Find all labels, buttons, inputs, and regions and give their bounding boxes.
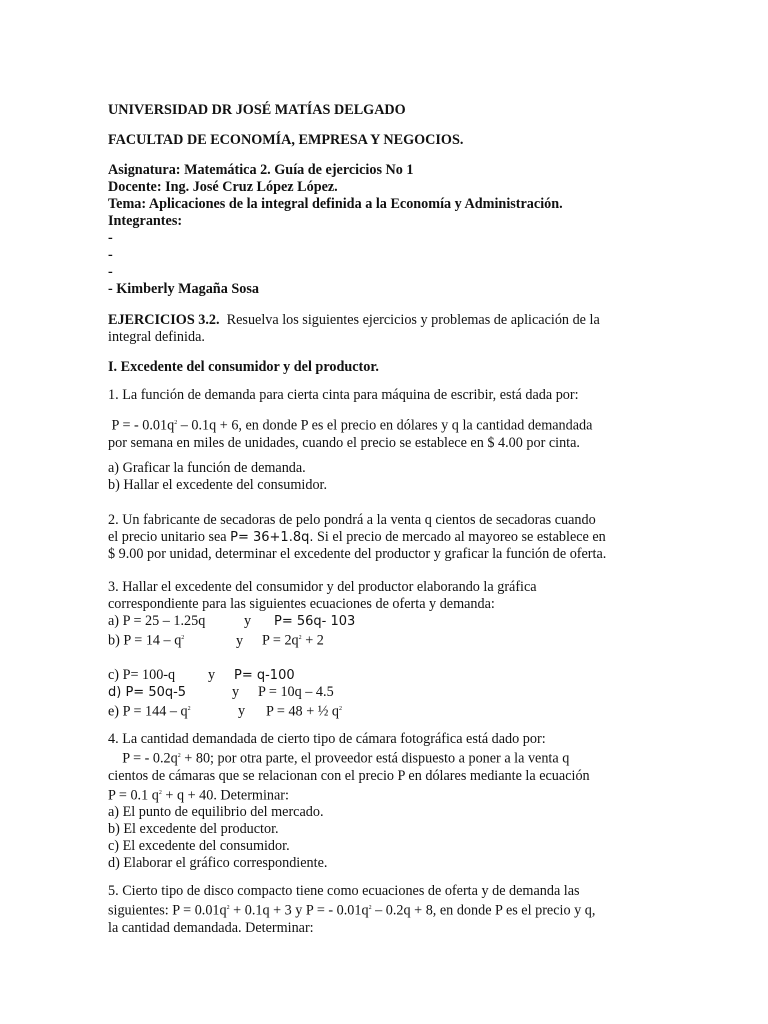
teacher-line: Docente: Ing. José Cruz López López.: [108, 179, 338, 195]
member-item: - Kimberly Magaña Sosa: [108, 281, 259, 297]
member-item: -: [108, 230, 113, 246]
exercise-3: 3. Hallar el excedente del consumidor y del productor elaborando la gráfica correspondiente para las siguientes ecuaciones de oferta y demanda: a) P = 25 – 1.25q y P= 56q- 103 b) $P = 14 - q^2$ y $P = 2q^2 + 2$ c) P= 100-q y P= q-100 d) P= 50q-5 y P = 10q – 4.5 e) $P = 144 - q^2$ y P = 48 + ½ $q^2$: [108, 579, 668, 720]
equation-pair: e) $P = 144 - q^2$ y P = 48 + ½ $q^2$: [108, 703, 343, 720]
intro-paragraph: [108, 312, 668, 346]
subject-line: Asignatura: Matemática 2. Guía de ejercicios No 1: [108, 162, 414, 178]
list-item: c) El excedente del consumidor.: [108, 838, 290, 855]
list-item: b) El excedente del productor.: [108, 821, 279, 838]
exercise-4: 4. La cantidad demandada de cierto tipo de cámara fotográfica está dado por: P = - $0.2q^2 + 80$; por otra parte, el proveedor está dispuesto a poner a la venta q cientos de cámaras que se relacionan con el precio P en dólares mediante la ecuación P = 0.1 $q^2 + q + 40$. Determinar: a) El punto de equilibrio del mercado. b) El excedente del productor. c) El excedente del consumidor. d) Elaborar el gráfico correspondiente.: [108, 731, 668, 872]
list-item: b) Hallar el excedente del consumidor.: [108, 477, 328, 493]
course-info: [108, 162, 668, 298]
equation-pair: b) $P = 14 - q^2$ y $P = 2q^2 + 2$: [108, 632, 324, 649]
exercise-1-equation: P = - $0.01q^2 - 0.1q + 6$, en donde P es el precio en dólares y q la cantidad demandada por semana en miles de unidades, cuando el precio se establece en $ 4.00 por cinta.: [108, 417, 593, 451]
exercise-5: 5. Cierto tipo de disco compacto tiene como ecuaciones de oferta y de demanda las siguientes: $P = 0.01q^2 + 0.1q + 3$ y P = - $0.01q^2 - 0.2q + 8$, en donde P es el precio y q, la cantidad demandada. Determinar:: [108, 883, 596, 936]
exercise-1-statement: 1. La función de demanda para cierta cinta para máquina de escribir, está dada por:: [108, 387, 579, 403]
topic-line: Tema: Aplicaciones de la integral definida a la Economía y Administración.: [108, 196, 563, 212]
faculty-name: FACULTAD DE ECONOMÍA, EMPRESA Y NEGOCIOS.: [108, 132, 464, 148]
exercise-2: 2. Un fabricante de secadoras de pelo pondrá a la venta q cientos de secadoras cuando el precio unitario sea P= 36+1.8q. Si el precio de mercado al mayoreo se establece en $ 9.00 por unidad, determinar el excedente del productor y graficar la función de oferta.: [108, 512, 607, 562]
section-title: I. Excedente del consumidor y del productor.: [108, 359, 379, 375]
member-item: -: [108, 264, 113, 280]
list-item: d) Elaborar el gráfico correspondiente.: [108, 855, 328, 872]
exercises-title: EJERCICIOS 3.2.: [108, 312, 220, 328]
exercise-1-items: [108, 460, 668, 494]
equation-pair: d) P= 50q-5 y P = 10q – 4.5: [108, 683, 334, 700]
equation-pair: c) P= 100-q y P= q-100: [108, 666, 295, 683]
members-label: Integrantes:: [108, 213, 183, 229]
list-item: a) Graficar la función de demanda.: [108, 460, 306, 476]
equation-pair: a) P = 25 – 1.25q y P= 56q- 103: [108, 613, 356, 629]
university-name: UNIVERSIDAD DR JOSÉ MATÍAS DELGADO: [108, 102, 406, 118]
intro-text-2: integral definida.: [108, 329, 205, 345]
intro-text: Resuelva los siguientes ejercicios y problemas de aplicación de la: [226, 312, 600, 328]
list-item: a) El punto de equilibrio del mercado.: [108, 804, 324, 821]
member-item: -: [108, 247, 113, 263]
